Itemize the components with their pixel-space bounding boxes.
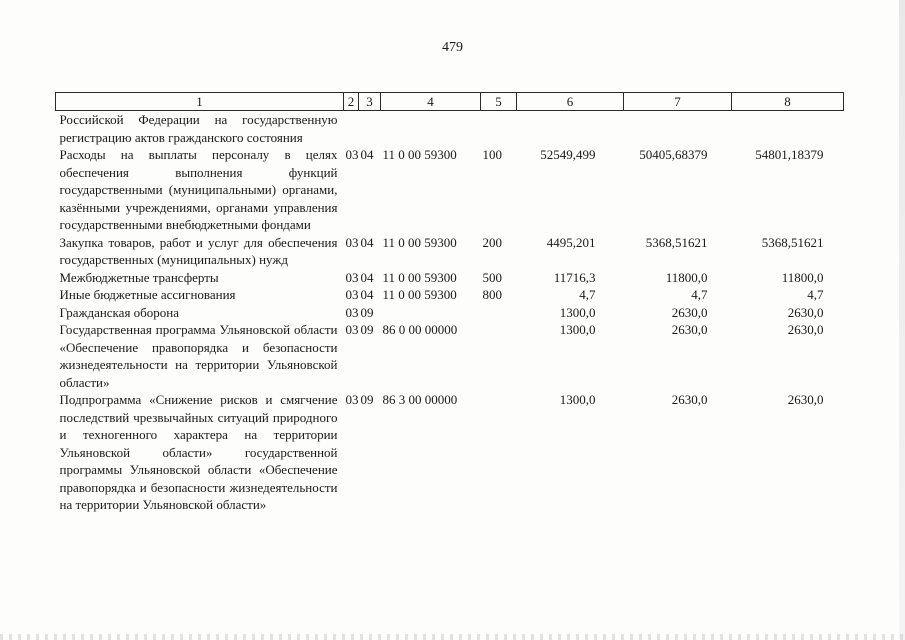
row-section: 03	[345, 304, 359, 320]
row-amount-col6: 52549,499	[540, 147, 596, 162]
row-target-article	[381, 111, 481, 147]
row-name: Иные бюджетные ассигнования	[59, 287, 236, 302]
row-subsection: 04	[360, 234, 374, 250]
table-row	[56, 146, 844, 234]
row-expense-type: 200	[482, 234, 502, 250]
header-cell-5: 5	[481, 93, 517, 111]
row-target-article: 11 0 00 59300	[382, 287, 457, 302]
row-name: Российской Федерации на государственную регистрацию актов гражданского состояния	[59, 112, 338, 145]
row-target-article: 11 0 00 59300	[382, 269, 457, 285]
row-amount-col7	[624, 111, 732, 147]
row-section: 03	[345, 392, 359, 407]
table-row	[56, 269, 844, 287]
row-amount-col7: 2630,0	[671, 322, 708, 337]
row-amount-col8: 4,7	[807, 287, 824, 302]
row-name: Подпрограмма «Снижение рисков и смягчение последствий чрезвычайных ситуаций природного и техногенного характера на территории Ульяновской области» государственной программы Ульяновской области «Обеспечение правопорядка и безопасности жизнедеятельности на территории Ульяновской области»	[59, 392, 338, 512]
row-section: 03	[345, 287, 359, 302]
page-number: 479	[442, 40, 463, 55]
row-amount-col6: 1300,0	[559, 322, 596, 337]
row-amount-col7: 2630,0	[671, 392, 708, 407]
row-amount-col8: 11800,0	[781, 269, 824, 285]
row-subsection: 04	[360, 269, 374, 285]
row-amount-col6: 4495,201	[546, 234, 596, 250]
table-row	[56, 304, 844, 322]
row-amount-col7: 4,7	[691, 287, 708, 302]
row-amount-col8	[732, 111, 844, 147]
row-expense-type	[481, 321, 517, 391]
header-cell-6: 6	[517, 93, 624, 111]
row-amount-col7: 5368,51621	[645, 234, 708, 250]
row-target-article	[381, 304, 481, 322]
table-row	[56, 111, 844, 147]
header-cell-1: 1	[56, 93, 344, 111]
header-cell-3: 3	[359, 93, 381, 111]
row-name: Расходы на выплаты персоналу в целях обеспечения выполнения функций государственными (муниципальными) органами, казёнными учреждениями, органами управления государственными внебюджетными фондами	[59, 147, 338, 232]
row-section: 03	[345, 147, 359, 162]
header-cell-2: 2	[344, 93, 359, 111]
row-subsection: 04	[360, 287, 374, 302]
row-expense-type: 800	[482, 287, 502, 302]
row-amount-col6: 4,7	[579, 287, 596, 302]
row-subsection: 04	[360, 147, 374, 162]
row-target-article: 11 0 00 59300	[382, 147, 457, 162]
row-target-article: 11 0 00 59300	[382, 234, 457, 250]
row-section: 03	[345, 322, 359, 337]
row-expense-type	[481, 304, 517, 322]
row-amount-col8: 2630,0	[787, 322, 824, 337]
row-amount-col6: 1300,0	[559, 304, 596, 320]
row-section: 03	[345, 269, 359, 285]
row-amount-col6: 1300,0	[559, 392, 596, 407]
row-amount-col8: 2630,0	[787, 392, 824, 407]
row-section	[344, 111, 359, 147]
budget-table	[55, 92, 844, 514]
row-amount-col8: 54801,18379	[755, 147, 824, 162]
row-amount-col7: 50405,68379	[639, 147, 708, 162]
row-name: Государственная программа Ульяновской области «Обеспечение правопорядка и безопасности жизнедеятельности на территории Ульяновской области»	[59, 322, 338, 390]
scan-bottom-noise	[0, 634, 905, 640]
row-target-article: 86 3 00 00000	[382, 392, 458, 407]
table-row	[56, 234, 844, 269]
row-name: Межбюджетные трансферты	[59, 269, 219, 285]
row-amount-col8: 5368,51621	[761, 234, 824, 250]
row-amount-col6	[517, 111, 624, 147]
row-amount-col7: 2630,0	[671, 304, 708, 320]
row-expense-type: 500	[482, 269, 502, 285]
row-section: 03	[345, 234, 359, 250]
table-row	[56, 286, 844, 304]
row-name: Закупка товаров, работ и услуг для обеспечения государственных (муниципальных) нужд	[59, 234, 338, 267]
row-amount-col8: 2630,0	[787, 304, 824, 320]
row-expense-type	[481, 391, 517, 514]
row-subsection	[359, 111, 381, 147]
row-subsection: 09	[360, 304, 374, 320]
table-row	[56, 391, 844, 514]
header-row	[56, 93, 844, 111]
row-name: Гражданская оборона	[59, 304, 180, 320]
row-amount-col6: 11716,3	[553, 269, 596, 285]
header-cell-4: 4	[381, 93, 481, 111]
row-expense-type	[481, 111, 517, 147]
row-target-article: 86 0 00 00000	[382, 322, 458, 337]
row-amount-col7: 11800,0	[665, 269, 708, 285]
row-subsection: 09	[360, 322, 374, 337]
row-subsection: 09	[360, 392, 374, 407]
scan-edge-shadow	[899, 0, 905, 640]
header-cell-7: 7	[624, 93, 732, 111]
row-expense-type: 100	[482, 147, 502, 162]
header-cell-8: 8	[732, 93, 844, 111]
table-row	[56, 321, 844, 391]
